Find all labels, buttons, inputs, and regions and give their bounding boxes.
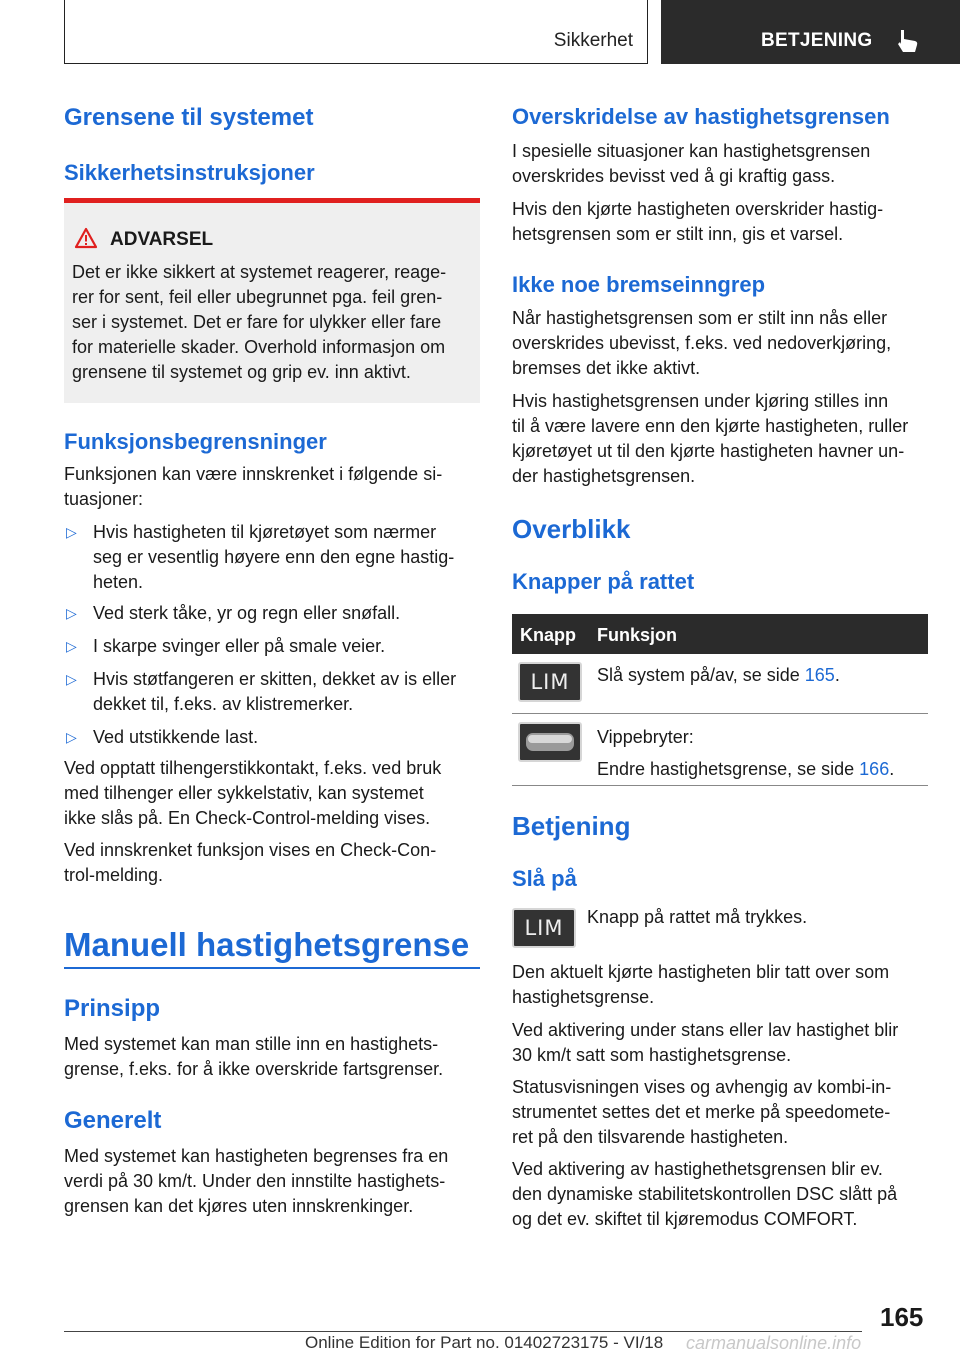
text-line: seg er vesentlig høyere enn den egne hastig-	[93, 547, 455, 567]
text-line: Ved sterk tåke, yr og regn eller snøfall.	[93, 603, 401, 623]
text-span: Slå system på/av, se side	[597, 665, 805, 685]
paragraph-betjening-2	[512, 1018, 928, 1068]
bullet-triangle-icon: ▷	[66, 605, 77, 621]
text-line: Hvis hastighetsgrensen under kjøring stilles inn	[512, 391, 889, 411]
heading-overskridelse: Overskridelse av hastighetsgrensen	[512, 104, 890, 129]
table-cell-funksjon	[597, 721, 927, 785]
paragraph-betjening-3	[512, 1075, 928, 1150]
list-item	[64, 667, 480, 717]
text-line: Ved aktivering under stans eller lav hastighet blir	[512, 1020, 899, 1040]
table-header	[512, 614, 928, 654]
list-item	[64, 520, 480, 595]
heading-underline	[64, 967, 480, 969]
footer-rule	[64, 1331, 862, 1332]
page-link-165[interactable]: 165	[804, 665, 835, 685]
warning-box	[64, 198, 480, 403]
heading-knapper-pa-rattet: Knapper på rattet	[512, 569, 695, 594]
heading-betjening: Betjening	[512, 811, 631, 841]
text-line: hastighetsgrense.	[512, 987, 655, 1007]
paragraph-overskridelse-1	[512, 139, 928, 189]
column-header-funksjon: Funksjon	[597, 625, 677, 645]
page-link-166[interactable]: 166	[859, 759, 890, 779]
text-line: Når hastighetsgrensen som er stilt inn nås eller	[512, 308, 888, 328]
paragraph-overskridelse-2	[512, 197, 928, 247]
paragraph-ikke-1	[512, 306, 928, 381]
heading-overblikk: Overblikk	[512, 514, 631, 544]
text-line: tuasjoner:	[64, 489, 144, 509]
heading-generelt: Generelt	[64, 1107, 162, 1134]
text-line: Hvis støtfangeren er skitten, dekket av is eller	[93, 669, 457, 689]
warning-title: ADVARSEL	[110, 229, 214, 250]
text-line: 30 km/t satt som hastighetsgrense.	[512, 1045, 792, 1065]
text-line: trol-melding.	[64, 865, 164, 885]
table-row-divider	[512, 713, 928, 714]
lim-button-image: LIM	[512, 908, 576, 948]
text-line: I skarpe svinger eller på smale veier.	[93, 636, 386, 656]
heading-prinsipp: Prinsipp	[64, 995, 161, 1022]
warning-line: rer for sent, feil eller ubegrunnet pga. feil gren-	[72, 287, 443, 307]
text-line: grense, f.eks. for å ikke overskride fartsgrenser.	[64, 1059, 444, 1079]
text-line: Med systemet kan man stille inn en hastighets-	[64, 1034, 439, 1054]
text-line: Hvis hastigheten til kjøretøyet som nærmer	[93, 522, 437, 542]
heading-sikkerhetsinstruksjoner: Sikkerhetsinstruksjoner	[64, 160, 315, 185]
heading-funksjonsbegrensninger: Funksjonsbegrensninger	[64, 429, 327, 454]
text-line: ikke slås på. En Check-Control-melding vises.	[64, 808, 431, 828]
text-span: .	[834, 665, 840, 685]
column-header-knapp: Knapp	[520, 625, 576, 645]
text-line: Ved aktivering av hastighethetsgrensen blir ev.	[512, 1159, 883, 1179]
text-line: strumentet settes det et merke på speedomete-	[512, 1102, 891, 1122]
warning-triangle-icon	[74, 227, 98, 249]
text-line: grensen kan det kjøres uten innskrenkinger.	[64, 1196, 414, 1216]
text-line: verdi på 30 km/t. Under den innstilte hastighets-	[64, 1171, 446, 1191]
text-line: med tilhenger eller sykkelstativ, kan systemet	[64, 783, 424, 803]
paragraph-betjening-4	[512, 1157, 928, 1232]
heading-grensene: Grensene til systemet	[64, 104, 314, 131]
text-line: overskrides ubevisst, f.eks. ved nedoverkjøring,	[512, 333, 892, 353]
bullet-triangle-icon: ▷	[66, 638, 77, 654]
text-line: Ved utstikkende last.	[93, 727, 259, 747]
lim-button-image: LIM	[518, 662, 582, 702]
paragraph-tilhenger	[64, 756, 480, 831]
heading-manuell-hastighetsgrense: Manuell hastighetsgrense	[64, 926, 470, 963]
paragraph-check-control	[64, 838, 480, 888]
text-line: til å være lavere enn den kjørte hastigheten, ruller	[512, 416, 909, 436]
text-line: Statusvisningen vises og avhengig av kombi-in-	[512, 1077, 892, 1097]
list-item	[64, 725, 480, 750]
rocker-switch-icon	[520, 724, 580, 760]
paragraph-prinsipp	[64, 1032, 480, 1082]
paragraph-generelt	[64, 1144, 480, 1219]
warning-line: Det er ikke sikkert at systemet reagerer, reage-	[72, 262, 447, 282]
text-line: heten.	[93, 572, 144, 592]
footer-edition: Online Edition for Part no. 01402723175 - VI/18	[305, 1333, 664, 1352]
text-line: kjøretøyet ut til den kjørte hastigheten havner un-	[512, 441, 905, 461]
text-line: dekket til, f.eks. av klistremerker.	[93, 694, 354, 714]
text-line: Ved innskrenket funksjon vises en Check-Con-	[64, 840, 437, 860]
header-chapter-box	[661, 0, 960, 64]
chapter-title: BETJENING	[761, 30, 873, 51]
text-line: Ved opptatt tilhengerstikkontakt, f.eks. ved bruk	[64, 758, 442, 778]
text-line: Funksjonen kan være innskrenket i følgende si-	[64, 464, 443, 484]
list-item	[64, 601, 480, 626]
text-line: hetsgrensen som er stilt inn, gis et varsel.	[512, 224, 844, 244]
sla-pa-text: Knapp på rattet må trykkes.	[587, 907, 808, 927]
text-line: I spesielle situasjoner kan hastighetsgrensen	[512, 141, 871, 161]
text-line: den dynamiske stabilitetskontrollen DSC slått på	[512, 1184, 898, 1204]
warning-text	[72, 260, 472, 385]
text-line: bremses det ikke aktivt.	[512, 358, 701, 378]
watermark: carmanualsonline.info	[686, 1333, 862, 1353]
list-item	[64, 634, 480, 659]
bullet-triangle-icon: ▷	[66, 729, 77, 745]
funksjon-intro	[64, 462, 480, 512]
warning-line: for materielle skader. Overhold informasjon om	[72, 337, 446, 357]
text-line: og det ev. skiftet til kjøremodus COMFORT.	[512, 1209, 858, 1229]
page-number: 165	[880, 1302, 924, 1332]
table-cell-funksjon	[597, 663, 927, 688]
pointing-hand-icon	[893, 26, 921, 54]
section-title: Sikkerhet	[553, 30, 633, 51]
header-section-box	[64, 0, 648, 64]
paragraph-ikke-2	[512, 389, 928, 489]
text-line: der hastighetsgrensen.	[512, 466, 696, 486]
bullet-triangle-icon: ▷	[66, 524, 77, 540]
warning-line: ser i systemet. Det er fare for ulykker eller fare	[72, 312, 442, 332]
text-span: Endre hastighetsgrense, se side	[597, 759, 860, 779]
warning-line: grensene til systemet og grip ev. inn aktivt.	[72, 362, 411, 382]
text-line: Hvis den kjørte hastigheten overskrider hastig-	[512, 199, 884, 219]
table-row-divider	[512, 785, 928, 786]
text-line: ret på den tilsvarende hastigheten.	[512, 1127, 789, 1147]
text-line: overskrides bevisst ved å gi kraftig gass.	[512, 166, 836, 186]
paragraph-betjening-1	[512, 960, 928, 1010]
heading-ikke-bremseinngrep: Ikke noe bremseinngrep	[512, 272, 766, 297]
text-line: Den aktuelt kjørte hastigheten blir tatt over som	[512, 962, 890, 982]
rocker-switch-image	[518, 722, 582, 762]
text-span: .	[889, 759, 895, 779]
text-line: Vippebryter:	[597, 727, 694, 747]
bullet-triangle-icon: ▷	[66, 671, 77, 687]
text-line: Med systemet kan hastigheten begrenses fra en	[64, 1146, 449, 1166]
heading-sla-pa: Slå på	[512, 866, 577, 891]
